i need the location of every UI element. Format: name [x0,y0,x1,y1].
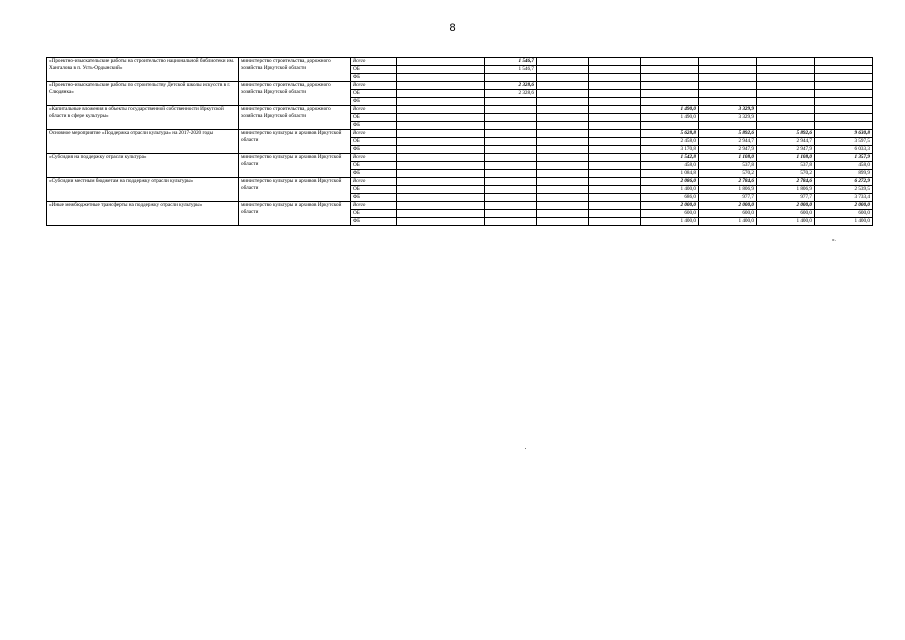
activity-name-cell: «Субсидии местным бюджетам на поддержку отрасли культуры» [47,178,239,202]
amount-cell [397,194,485,202]
amount-cell: 1 108,0 [699,154,757,162]
amount-cell [641,98,699,106]
amount-cell: 600,0 [815,210,873,218]
amount-cell [699,58,757,66]
amount-cell [485,114,537,122]
amount-cell: 2 784,6 [699,178,757,186]
budget-table [46,57,873,226]
funding-source-cell: Всего [351,154,397,162]
amount-cell [589,202,641,210]
amount-cell [397,114,485,122]
amount-cell: 977,7 [757,194,815,202]
amount-cell [537,58,589,66]
amount-cell: 3 329,9 [699,106,757,114]
funding-source-cell: ФБ [351,146,397,154]
amount-cell [757,66,815,74]
amount-cell [537,162,589,170]
funding-source-cell: ОБ [351,162,397,170]
amount-cell: 1 400,0 [641,218,699,226]
amount-cell [757,106,815,114]
amount-cell: 1 108,0 [757,154,815,162]
amount-cell [397,74,485,82]
funding-source-cell: ОБ [351,90,397,98]
amount-cell [485,210,537,218]
amount-cell [537,122,589,130]
amount-cell [485,178,537,186]
amount-cell: 2 000,0 [757,202,815,210]
amount-cell: 1 542,8 [641,154,699,162]
amount-cell [397,162,485,170]
table-row [47,130,873,138]
amount-cell: 1 400,0 [699,218,757,226]
amount-cell: 1 490,0 [641,114,699,122]
amount-cell [485,194,537,202]
amount-cell [537,130,589,138]
amount-cell: 2 000,0 [641,202,699,210]
amount-cell [589,98,641,106]
amount-cell: 2 000,0 [699,202,757,210]
executor-cell: министерство культуры и архивов Иркутской области [239,178,351,202]
amount-cell [589,218,641,226]
amount-cell [397,90,485,98]
amount-cell [641,58,699,66]
amount-cell [397,210,485,218]
amount-cell [537,114,589,122]
amount-cell [485,154,537,162]
amount-cell [485,170,537,178]
amount-cell [485,218,537,226]
amount-cell [537,90,589,98]
executor-cell: министерство строительства, дорожного хозяйства Иркутской области [239,58,351,82]
amount-cell: 6 033,3 [815,146,873,154]
amount-cell [537,218,589,226]
amount-cell [815,82,873,90]
funding-source-cell: ФБ [351,170,397,178]
amount-cell: 899,9 [815,170,873,178]
amount-cell [397,98,485,106]
amount-cell [589,58,641,66]
amount-cell [537,170,589,178]
amount-cell [397,66,485,74]
amount-cell [589,82,641,90]
amount-cell: 5 892,6 [757,130,815,138]
amount-cell [589,146,641,154]
amount-cell [815,66,873,74]
amount-cell: 1 546,7 [485,58,537,66]
amount-cell [537,146,589,154]
amount-cell [397,138,485,146]
amount-cell [485,74,537,82]
amount-cell [699,90,757,98]
amount-cell [815,114,873,122]
executor-cell: министерство строительства, дорожного хозяйства Иркутской области [239,82,351,106]
amount-cell [589,74,641,82]
amount-cell: 570,2 [699,170,757,178]
amount-cell [537,74,589,82]
amount-cell: 600,0 [641,210,699,218]
funding-source-cell: ОБ [351,210,397,218]
amount-cell [537,210,589,218]
amount-cell [589,154,641,162]
amount-cell [397,154,485,162]
executor-cell: министерство строительства, дорожного хозяйства Иркутской области [239,106,351,130]
amount-cell: 2 328,6 [485,82,537,90]
amount-cell: 570,2 [757,170,815,178]
amount-cell [699,98,757,106]
amount-cell [397,218,485,226]
amount-cell [537,138,589,146]
funding-source-cell: Всего [351,106,397,114]
amount-cell [537,82,589,90]
funding-source-cell: ФБ [351,74,397,82]
scan-dot [525,448,526,449]
amount-cell [589,106,641,114]
amount-cell [397,58,485,66]
amount-cell: 600,0 [699,210,757,218]
funding-source-cell: Всего [351,202,397,210]
amount-cell [815,74,873,82]
amount-cell: 2 539,5 [815,186,873,194]
amount-cell [589,66,641,74]
amount-cell: 977,7 [699,194,757,202]
amount-cell: 2 458,0 [641,138,699,146]
amount-cell [815,90,873,98]
amount-cell [485,162,537,170]
amount-cell [485,202,537,210]
amount-cell [641,82,699,90]
amount-cell [537,66,589,74]
activity-name-cell: Основное мероприятие «Поддержка отрасли культура» на 2017-2020 годы [47,130,239,154]
amount-cell [537,154,589,162]
amount-cell: 458,0 [815,162,873,170]
table-row [47,178,873,186]
amount-cell [589,178,641,186]
funding-source-cell: Всего [351,178,397,186]
amount-cell [485,186,537,194]
amount-cell: 537,8 [699,162,757,170]
amount-cell [641,66,699,74]
amount-cell [589,90,641,98]
amount-cell: 2 000,0 [815,202,873,210]
amount-cell [699,74,757,82]
amount-cell [589,138,641,146]
amount-cell [589,210,641,218]
amount-cell: 3 733,4 [815,194,873,202]
funding-source-cell: Всего [351,82,397,90]
table-row [47,106,873,114]
amount-cell: 2 947,9 [699,146,757,154]
amount-cell [757,90,815,98]
amount-cell: 2 784,6 [757,178,815,186]
executor-cell: министерство культуры и архивов Иркутской области [239,154,351,178]
funding-source-cell: ОБ [351,186,397,194]
amount-cell [589,170,641,178]
activity-name-cell: «Субсидия на поддержку отрасли культура» [47,154,239,178]
amount-cell: 600,0 [757,210,815,218]
amount-cell [699,82,757,90]
funding-source-cell: ФБ [351,218,397,226]
amount-cell [537,178,589,186]
amount-cell: 2 086,0 [641,178,699,186]
funding-source-cell: Всего [351,130,397,138]
amount-cell [815,58,873,66]
amount-cell [397,178,485,186]
amount-cell [537,202,589,210]
amount-cell [641,90,699,98]
closing-quote-mark: ». [832,237,836,243]
amount-cell [397,130,485,138]
amount-cell [699,66,757,74]
amount-cell: 1 546,7 [485,66,537,74]
amount-cell [397,170,485,178]
amount-cell: 6 272,9 [815,178,873,186]
amount-cell [485,122,537,130]
funding-source-cell: ОБ [351,66,397,74]
executor-cell: министерство культуры и архивов Иркутской области [239,202,351,226]
amount-cell: 9 630,8 [815,130,873,138]
activity-name-cell: «Капитальные вложения в объекты государственной собственности Иркутской области в сфере культуры» [47,106,239,130]
table-row [47,58,873,66]
amount-cell [589,186,641,194]
amount-cell [757,82,815,90]
amount-cell [757,74,815,82]
amount-cell [699,122,757,130]
amount-cell [589,194,641,202]
funding-source-cell: ФБ [351,122,397,130]
amount-cell: 1 490,0 [641,106,699,114]
amount-cell [589,114,641,122]
table-row [47,82,873,90]
amount-cell [485,138,537,146]
amount-cell [757,122,815,130]
amount-cell [397,146,485,154]
activity-name-cell: «Проектно-изыскательские работы по строительству Детской школы искусств в г. Слюдянка» [47,82,239,106]
table-row [47,202,873,210]
funding-source-cell: ОБ [351,138,397,146]
amount-cell [589,162,641,170]
amount-cell: 1 357,9 [815,154,873,162]
amount-cell: 2 944,7 [699,138,757,146]
activity-name-cell: «Иные межбюджетные трансферты на поддержку отрасли культуры» [47,202,239,226]
amount-cell: 1 806,9 [757,186,815,194]
amount-cell: 1 084,8 [641,170,699,178]
amount-cell: 686,0 [641,194,699,202]
activity-name-cell: «Проектно-изыскательские работы на строительство национальной библиотеки им. Хангалова в п. Усть-Ордынский» [47,58,239,82]
amount-cell [397,122,485,130]
amount-cell [815,106,873,114]
amount-cell [757,58,815,66]
funding-source-cell: ФБ [351,98,397,106]
amount-cell [815,122,873,130]
amount-cell: 1 806,9 [699,186,757,194]
amount-cell: 3 597,5 [815,138,873,146]
amount-cell: 5 892,6 [699,130,757,138]
amount-cell: 537,8 [757,162,815,170]
amount-cell [641,122,699,130]
amount-cell: 1 400,0 [757,218,815,226]
amount-cell [485,130,537,138]
amount-cell [641,74,699,82]
amount-cell: 1 400,0 [815,218,873,226]
funding-source-cell: ОБ [351,114,397,122]
amount-cell: 3 170,8 [641,146,699,154]
table-row [47,154,873,162]
amount-cell [397,186,485,194]
funding-source-cell: Всего [351,58,397,66]
page-number: 8 [449,22,456,34]
amount-cell [537,186,589,194]
amount-cell [537,194,589,202]
amount-cell [397,202,485,210]
amount-cell: 458,0 [641,162,699,170]
amount-cell [815,98,873,106]
amount-cell [397,106,485,114]
table-body [47,58,873,226]
amount-cell [537,98,589,106]
amount-cell: 2 947,9 [757,146,815,154]
amount-cell [589,130,641,138]
executor-cell: министерство культуры и архивов Иркутской области [239,130,351,154]
amount-cell [589,122,641,130]
amount-cell [757,114,815,122]
amount-cell [485,106,537,114]
amount-cell: 2 328,6 [485,90,537,98]
amount-cell: 3 329,9 [699,114,757,122]
amount-cell [757,98,815,106]
amount-cell [485,98,537,106]
amount-cell: 5 628,8 [641,130,699,138]
funding-source-cell: ФБ [351,194,397,202]
amount-cell [537,106,589,114]
amount-cell: 2 944,7 [757,138,815,146]
amount-cell [397,82,485,90]
amount-cell: 1 400,0 [641,186,699,194]
amount-cell [485,146,537,154]
